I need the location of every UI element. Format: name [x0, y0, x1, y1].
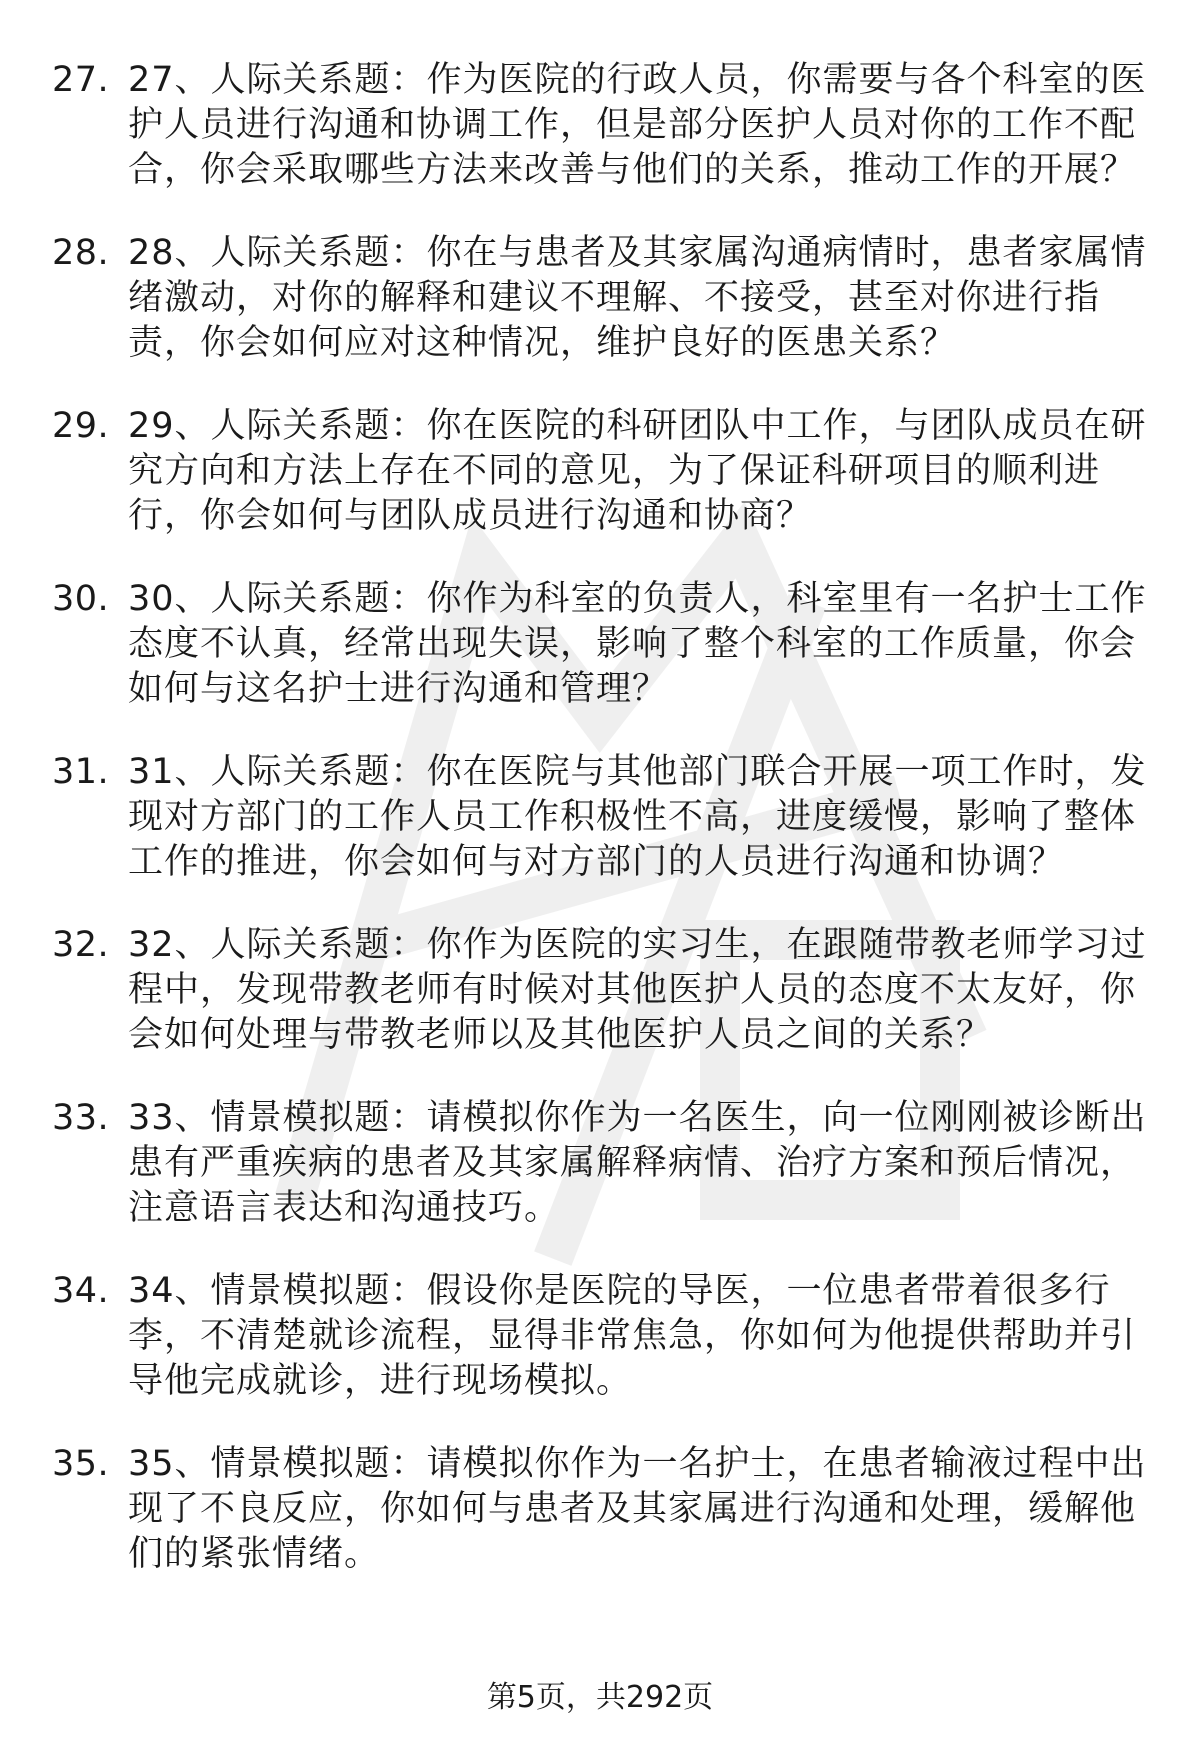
list-item [52, 923, 1162, 1058]
list-item [52, 1442, 1162, 1577]
list-item [52, 404, 1162, 539]
item-text: 29、人际关系题：你在医院的科研团队中工作，与团队成员在研究方向和方法上存在不同的意见，为了保证科研项目的顺利进行，你会如何与团队成员进行沟通和协商？ [128, 406, 1147, 536]
item-text: 33、情景模拟题：请模拟你作为一名医生，向一位刚刚被诊断出患有严重疾病的患者及其家属解释病情、治疗方案和预后情况，注意语言表达和沟通技巧。 [128, 1098, 1147, 1228]
item-text: 27、人际关系题：作为医院的行政人员，你需要与各个科室的医护人员进行沟通和协调工作，但是部分医护人员对你的工作不配合，你会采取哪些方法来改善与他们的关系，推动工作的开展？ [128, 60, 1147, 190]
item-number: 27. [52, 60, 110, 100]
question-list [52, 58, 1162, 1615]
list-item [52, 231, 1162, 366]
item-text: 28、人际关系题：你在与患者及其家属沟通病情时，患者家属情绪激动，对你的解释和建议不理解、不接受，甚至对你进行指责，你会如何应对这种情况，维护良好的医患关系？ [128, 233, 1147, 363]
item-number: 33. [52, 1098, 110, 1138]
item-text: 31、人际关系题：你在医院与其他部门联合开展一项工作时，发现对方部门的工作人员工作积极性不高，进度缓慢，影响了整体工作的推进，你会如何与对方部门的人员进行沟通和协调？ [128, 752, 1147, 882]
list-item [52, 750, 1162, 885]
list-item [52, 58, 1162, 193]
item-number: 31. [52, 752, 110, 792]
page-footer: 第5页，共292页 [486, 1680, 714, 1715]
item-number: 28. [52, 233, 110, 273]
item-number: 32. [52, 925, 110, 965]
item-number: 34. [52, 1271, 110, 1311]
item-number: 29. [52, 406, 110, 446]
list-item [52, 577, 1162, 712]
item-text: 35、情景模拟题：请模拟你作为一名护士，在患者输液过程中出现了不良反应，你如何与患者及其家属进行沟通和处理，缓解他们的紧张情绪。 [128, 1444, 1147, 1574]
item-text: 34、情景模拟题：假设你是医院的导医，一位患者带着很多行李，不清楚就诊流程，显得非常焦急，你如何为他提供帮助并引导他完成就诊，进行现场模拟。 [128, 1271, 1137, 1401]
item-number: 30. [52, 579, 110, 619]
item-number: 35. [52, 1444, 110, 1484]
item-text: 30、人际关系题：你作为科室的负责人，科室里有一名护士工作态度不认真，经常出现失误，影响了整个科室的工作质量，你会如何与这名护士进行沟通和管理？ [128, 579, 1147, 709]
list-item [52, 1269, 1162, 1404]
item-text: 32、人际关系题：你作为医院的实习生，在跟随带教老师学习过程中，发现带教老师有时候对其他医护人员的态度不太友好，你会如何处理与带教老师以及其他医护人员之间的关系？ [128, 925, 1147, 1055]
list-item [52, 1096, 1162, 1231]
